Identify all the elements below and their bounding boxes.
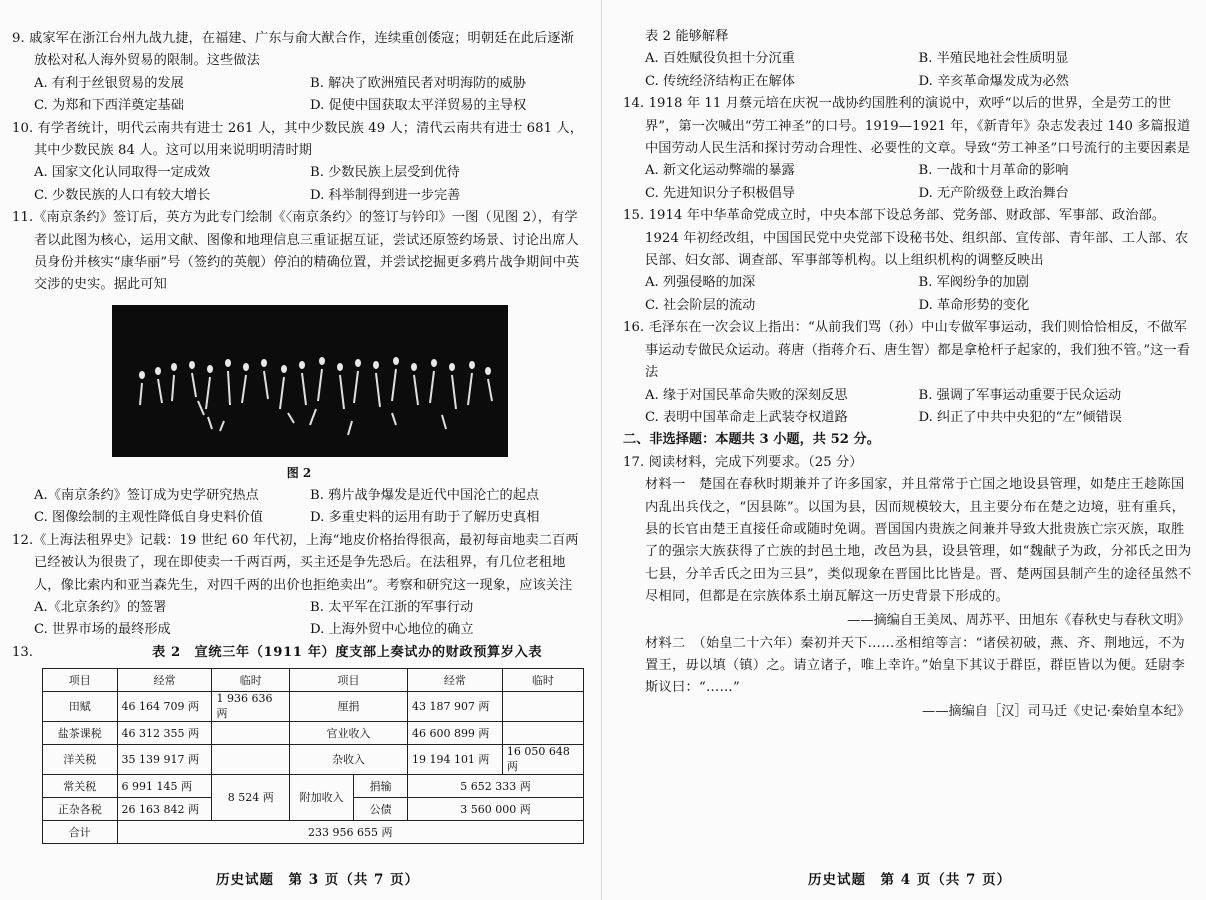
q15-option-a: A. 列强侵略的加深 <box>645 275 756 291</box>
q12-option-d: D. 上海外贸中心地位的确立 <box>310 622 474 638</box>
page-footer: 历史试题 第 3 页（共 7 页） <box>216 872 420 888</box>
question-9-options <box>12 73 586 118</box>
table-header-cell: 项目 <box>290 668 408 691</box>
table-cell: 46 600 899 两 <box>407 721 502 744</box>
question-13-continuation: 表 2 能够解释 <box>645 29 729 44</box>
question-14-options <box>623 160 1192 205</box>
page-3 <box>0 0 600 900</box>
page-footer: 历史试题 第 4 页（共 7 页） <box>808 872 1012 888</box>
question-16-options <box>623 385 1192 430</box>
table-header-cell: 临时 <box>212 668 290 691</box>
table-cell: 厘捐 <box>290 691 408 721</box>
material-1-text: 材料一 楚国在春秋时期兼并了许多国家，并且常常于亡国之地设县管理，如楚庄王趁陈国内乱出兵伐之，“因县陈”。以国为县，因而规模较大，且主要分布在楚之边境，驻有重兵，县的长官由楚王直接任命或随时免调。晋国国内贵族之间兼并导致大批贵族亡宗灭族，取胜了的强宗大族获得了亡族的封邑土地，改邑为县，设县管理，如“魏献子为政，分祁氏之田为七县，分羊舌氏之田为三县”，类似现象在晋国比比皆是。晋、楚两国县制产生的途径虽然不尽相同，但都是在宗族体系土崩瓦解这一历史背景下形成的。 <box>645 477 1192 605</box>
table-header-cell: 经常 <box>407 668 502 691</box>
q14-option-d: D. 无产阶级登上政治舞台 <box>918 185 1069 201</box>
q12-option-a: A.《北京条约》的签署 <box>34 599 167 615</box>
page-4 <box>603 0 1206 900</box>
figure-2-caption: 图 2 <box>286 465 312 480</box>
q12-option-c: C. 世界市场的最终形成 <box>34 622 171 638</box>
table-header-row <box>43 668 584 691</box>
question-11-stem: 11.《南京条约》签订后，英方为此专门绘制《〈南京条约〉的签订与钤印》一图（见图 2），有学者以此图为核心，运用文献、图像和地理信息三重证据互证，尝试还原签约场景、讨论出席人员身份并核实“康华丽”号（签约的英舰）停泊的精确位置，并尝试挖掘更多鸦片战争期间中英交涉的史实。据此可知 <box>12 210 580 293</box>
table-cell: 田赋 <box>43 691 118 721</box>
table-row <box>43 744 584 774</box>
section-2-heading: 二、非选择题：本题共 3 小题，共 52 分。 <box>623 432 880 448</box>
q12-option-b: B. 太平军在江浙的军事行动 <box>310 599 474 615</box>
table-cell: 5 652 333 两 <box>407 774 583 797</box>
table-cell: 杂收入 <box>290 744 408 774</box>
table-cell: 8 524 两 <box>212 774 290 820</box>
q13-option-d: D. 辛亥革命爆发成为必然 <box>918 73 1069 89</box>
question-16-stem: 16. 毛泽东在一次会议上指出：“从前我们骂（孙）中山专做军事运动，我们则恰恰相反，不做军事运动专做民众运动。蒋唐（指蒋介石、唐生智）都是拿枪杆子起家的，我们独不管。”这一看法 <box>623 320 1191 381</box>
table-cell <box>212 721 290 744</box>
table-cell: 附加收入 <box>290 774 354 820</box>
q13-option-c: C. 传统经济结构正在解体 <box>645 73 795 89</box>
question-15-options <box>623 272 1192 317</box>
table-cell: 洋关税 <box>43 744 118 774</box>
question-15-stem: 15. 1914 年中华革命党成立时，中央本部下设总务部、党务部、财政部、军事部、政治部。1924 年初经改组，中国国民党中央党部下设秘书处、组织部、宣传部、青年部、工人部、农民部、妇女部、调查部、军事部等机构。以上组织机构的调整反映出 <box>623 208 1189 269</box>
q11-option-d: D. 多重史料的运用有助于了解历史真相 <box>310 510 540 526</box>
table-total-value: 233 956 655 两 <box>117 820 583 843</box>
q14-option-a: A. 新文化运动弊端的暴露 <box>645 163 795 179</box>
question-10-options <box>12 162 586 207</box>
q11-option-a: A.《南京条约》签订成为史学研究热点 <box>34 487 259 503</box>
table-2-heading <box>12 642 586 664</box>
material-2-text: 材料二 （始皇二十六年）秦初并天下……丞相绾等言：“诸侯初破，燕、齐、荆地远，不为置王，毋以填（镇）之。请立诸子，唯上幸许。”始皇下其议于群臣，群臣皆以为便。廷尉李斯议曰：“……” <box>645 635 1185 696</box>
table-cell: 1 936 636 两 <box>212 691 290 721</box>
q10-option-c: C. 少数民族的人口有较大增长 <box>34 187 211 203</box>
q9-option-b: B. 解决了欧洲殖民者对明海防的威胁 <box>310 75 526 91</box>
q9-option-c: C. 为郑和下西洋奠定基础 <box>34 98 184 114</box>
table-cell: 16 050 648 两 <box>502 744 583 774</box>
table-cell: 捐输 <box>354 774 408 797</box>
table-cell: 46 164 709 两 <box>117 691 212 721</box>
table-row <box>43 691 584 721</box>
table-cell: 6 991 145 两 <box>117 774 212 797</box>
material-2-citation: ——摘编自［汉］司马迁《史记·秦始皇本纪》 <box>922 703 1190 719</box>
table-total-label: 合计 <box>43 820 118 843</box>
question-12-stem: 12.《上海法租界史》记载：19 世纪 60 年代初，上海“地皮价格抬得很高，最初每亩地卖二百两已经被认为很贵了，现在即使卖一千两百两，买主还是争先恐后。在法租界，有几位老租地人，像比索内和亚当森先生，对四千两的出价也拒绝卖出”。考察和研究这一现象，应该关注 <box>12 532 579 593</box>
question-12-options <box>12 597 586 642</box>
table-cell <box>502 691 583 721</box>
page-divider <box>601 0 602 900</box>
q16-option-b: B. 强调了军事运动重要于民众运动 <box>918 387 1122 403</box>
table-cell: 3 560 000 两 <box>407 797 583 820</box>
question-13-number: 13. <box>12 644 33 660</box>
table-row <box>43 774 584 797</box>
table-cell: 46 312 355 两 <box>117 721 212 744</box>
q11-option-b: B. 鸦片战争爆发是近代中国沦亡的起点 <box>310 487 540 503</box>
figure-2-image <box>112 305 508 457</box>
table-cell: 35 139 917 两 <box>117 744 212 774</box>
q10-option-a: A. 国家文化认同取得一定成效 <box>34 165 211 181</box>
question-17-stem: 17. 阅读材料，完成下列要求。（25 分） <box>623 454 863 470</box>
q16-option-a: A. 缘于对国民革命失败的深刻反思 <box>645 387 848 403</box>
table-header-cell: 项目 <box>43 668 118 691</box>
q15-option-b: B. 军阀纷争的加剧 <box>918 275 1029 291</box>
q13-option-a: A. 百姓赋役负担十分沉重 <box>645 51 795 67</box>
question-11-options <box>12 485 586 530</box>
q15-option-c: C. 社会阶层的流动 <box>645 297 756 313</box>
q15-option-d: D. 革命形势的变化 <box>918 297 1030 313</box>
question-14-stem: 14. 1918 年 11 月蔡元培在庆祝一战协约国胜利的演说中，欢呼“以后的世界，全是劳工的世界”，第一次喊出“劳工神圣”的口号。1919—1921 年，《新青年》杂志发表过 140 多篇报道中国劳动人民生活和探讨劳动合理性、必要性的文章。导致“劳工神圣”口号流行的主要因素是 <box>623 96 1191 157</box>
table-cell: 公债 <box>354 797 408 820</box>
table-cell <box>502 721 583 744</box>
q9-option-a: A. 有利于丝银贸易的发展 <box>34 75 184 91</box>
table-2-title: 表 2 宣统三年（1911 年）度支部上奏试办的财政预算岁入表 <box>152 644 543 660</box>
q14-option-b: B. 一战和十月革命的影响 <box>918 163 1069 179</box>
question-9-stem: 9. 戚家军在浙江台州九战九捷，在福建、广东与俞大猷合作，连续重创倭寇；明朝廷在此后逐渐放松对私人海外贸易的限制。这些做法 <box>12 31 574 69</box>
q9-option-d: D. 促使中国获取太平洋贸易的主导权 <box>310 98 527 114</box>
table-cell: 正杂各税 <box>43 797 118 820</box>
table-cell <box>212 744 290 774</box>
table-cell: 常关税 <box>43 774 118 797</box>
table-cell: 43 187 907 两 <box>407 691 502 721</box>
table-cell: 19 194 101 两 <box>407 744 502 774</box>
q16-option-c: C. 表明中国革命走上武装夺权道路 <box>645 409 848 425</box>
table-total-row <box>43 820 584 843</box>
q10-option-b: B. 少数民族上层受到优待 <box>310 165 460 181</box>
figure-2-silhouettes <box>112 305 508 457</box>
table-cell: 26 163 842 两 <box>117 797 212 820</box>
table-cell: 官业收入 <box>290 721 408 744</box>
question-13-options <box>623 48 1192 93</box>
table-header-cell: 临时 <box>502 668 583 691</box>
q13-option-b: B. 半殖民地社会性质明显 <box>918 51 1069 67</box>
material-1-citation: ——摘编自王美凤、周苏平、田旭东《春秋史与春秋文明》 <box>847 612 1190 628</box>
table-header-cell: 经常 <box>117 668 212 691</box>
table-cell: 盐茶课税 <box>43 721 118 744</box>
table-2-budget <box>42 668 584 844</box>
question-10-stem: 10. 有学者统计，明代云南共有进士 261 人，其中少数民族 49 人；清代云南共有进士 681 人，其中少数民族 84 人。这可以用来说明明清时期 <box>12 120 584 159</box>
q14-option-c: C. 先进知识分子积极倡导 <box>645 185 795 201</box>
q11-option-c: C. 图像绘制的主观性降低自身史料价值 <box>34 510 264 526</box>
q10-option-d: D. 科举制得到进一步完善 <box>310 187 461 203</box>
table-row <box>43 721 584 744</box>
q16-option-d: D. 纠正了中共中央犯的“左”倾错误 <box>918 409 1122 425</box>
